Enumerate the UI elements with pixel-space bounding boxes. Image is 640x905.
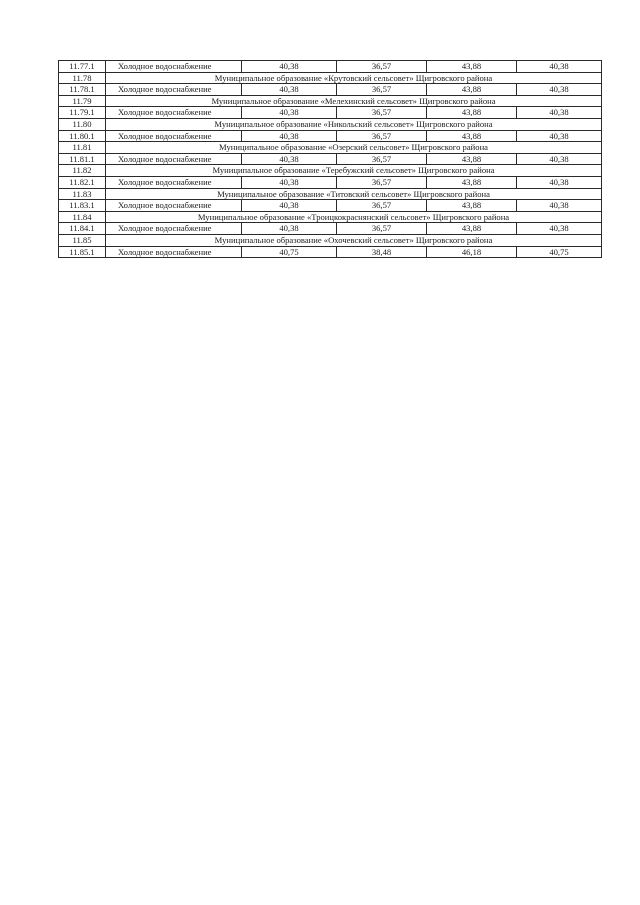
value-cell: 46,18 xyxy=(427,246,517,258)
value-cell: 36,57 xyxy=(337,176,427,188)
section-title: Муниципальное образование «Теребужский сельсовет» Щигровского района xyxy=(106,165,602,177)
value-cell: 40,38 xyxy=(517,223,602,235)
section-title: Муниципальное образование «Никольский сельсовет» Щигровского района xyxy=(106,118,602,130)
value-cell: 43,88 xyxy=(427,153,517,165)
section-row xyxy=(59,234,602,246)
row-number: 11.80.1 xyxy=(59,130,106,142)
value-cell: 36,57 xyxy=(337,153,427,165)
value-cell: 36,57 xyxy=(337,107,427,119)
row-number: 11.81.1 xyxy=(59,153,106,165)
value-cell: 40,75 xyxy=(242,246,337,258)
section-row xyxy=(59,188,602,200)
value-cell: 40,38 xyxy=(242,130,337,142)
value-cell: 36,57 xyxy=(337,223,427,235)
section-row xyxy=(59,211,602,223)
section-title: Муниципальное образование «Охочевский сельсовет» Щигровского района xyxy=(106,234,602,246)
section-title: Муниципальное образование «Мелехинский сельсовет» Щигровского района xyxy=(106,95,602,107)
table-row xyxy=(59,153,602,165)
row-number: 11.78.1 xyxy=(59,84,106,96)
value-cell: 40,75 xyxy=(517,246,602,258)
table-row xyxy=(59,130,602,142)
value-cell: 40,38 xyxy=(517,107,602,119)
row-number: 11.81 xyxy=(59,142,106,154)
table-row xyxy=(59,84,602,96)
row-number: 11.82.1 xyxy=(59,176,106,188)
row-number: 11.77.1 xyxy=(59,61,106,73)
section-row xyxy=(59,142,602,154)
row-number: 11.83.1 xyxy=(59,200,106,212)
table-row xyxy=(59,61,602,73)
value-cell: 36,57 xyxy=(337,200,427,212)
row-number: 11.82 xyxy=(59,165,106,177)
row-number: 11.85 xyxy=(59,234,106,246)
value-cell: 40,38 xyxy=(517,200,602,212)
value-cell: 40,38 xyxy=(242,61,337,73)
value-cell: 43,88 xyxy=(427,61,517,73)
section-row xyxy=(59,165,602,177)
value-cell: 40,38 xyxy=(517,130,602,142)
row-number: 11.78 xyxy=(59,72,106,84)
value-cell: 36,57 xyxy=(337,84,427,96)
row-number: 11.83 xyxy=(59,188,106,200)
value-cell: 43,88 xyxy=(427,84,517,96)
value-cell: 40,38 xyxy=(242,84,337,96)
value-cell: 40,38 xyxy=(517,176,602,188)
section-title: Муниципальное образование «Троицкокраснянский сельсовет» Щигровского района xyxy=(106,211,602,223)
value-cell: 40,38 xyxy=(242,200,337,212)
value-cell: 43,88 xyxy=(427,200,517,212)
service-name: Холодное водоснабжение xyxy=(106,153,242,165)
value-cell: 36,57 xyxy=(337,130,427,142)
service-name: Холодное водоснабжение xyxy=(106,246,242,258)
section-row xyxy=(59,72,602,84)
value-cell: 40,38 xyxy=(517,84,602,96)
value-cell: 40,38 xyxy=(242,176,337,188)
section-row xyxy=(59,118,602,130)
tariff-table xyxy=(58,60,602,258)
value-cell: 40,38 xyxy=(517,61,602,73)
value-cell: 40,38 xyxy=(517,153,602,165)
value-cell: 43,88 xyxy=(427,223,517,235)
service-name: Холодное водоснабжение xyxy=(106,130,242,142)
table-row xyxy=(59,200,602,212)
table-row xyxy=(59,223,602,235)
section-row xyxy=(59,95,602,107)
section-title: Муниципальное образование «Крутовский сельсовет» Щигровского района xyxy=(106,72,602,84)
value-cell: 40,38 xyxy=(242,107,337,119)
row-number: 11.80 xyxy=(59,118,106,130)
service-name: Холодное водоснабжение xyxy=(106,176,242,188)
row-number: 11.84.1 xyxy=(59,223,106,235)
section-title: Муниципальное образование «Титовский сельсовет» Щигровского района xyxy=(106,188,602,200)
service-name: Холодное водоснабжение xyxy=(106,200,242,212)
value-cell: 36,57 xyxy=(337,61,427,73)
value-cell: 40,38 xyxy=(242,153,337,165)
row-number: 11.79 xyxy=(59,95,106,107)
table-row xyxy=(59,176,602,188)
value-cell: 40,38 xyxy=(242,223,337,235)
service-name: Холодное водоснабжение xyxy=(106,61,242,73)
service-name: Холодное водоснабжение xyxy=(106,84,242,96)
value-cell: 43,88 xyxy=(427,176,517,188)
row-number: 11.79.1 xyxy=(59,107,106,119)
table-row xyxy=(59,246,602,258)
section-title: Муниципальное образование «Озерский сельсовет» Щигровского района xyxy=(106,142,602,154)
row-number: 11.85.1 xyxy=(59,246,106,258)
value-cell: 43,88 xyxy=(427,130,517,142)
service-name: Холодное водоснабжение xyxy=(106,107,242,119)
value-cell: 38,48 xyxy=(337,246,427,258)
value-cell: 43,88 xyxy=(427,107,517,119)
row-number: 11.84 xyxy=(59,211,106,223)
table-row xyxy=(59,107,602,119)
service-name: Холодное водоснабжение xyxy=(106,223,242,235)
